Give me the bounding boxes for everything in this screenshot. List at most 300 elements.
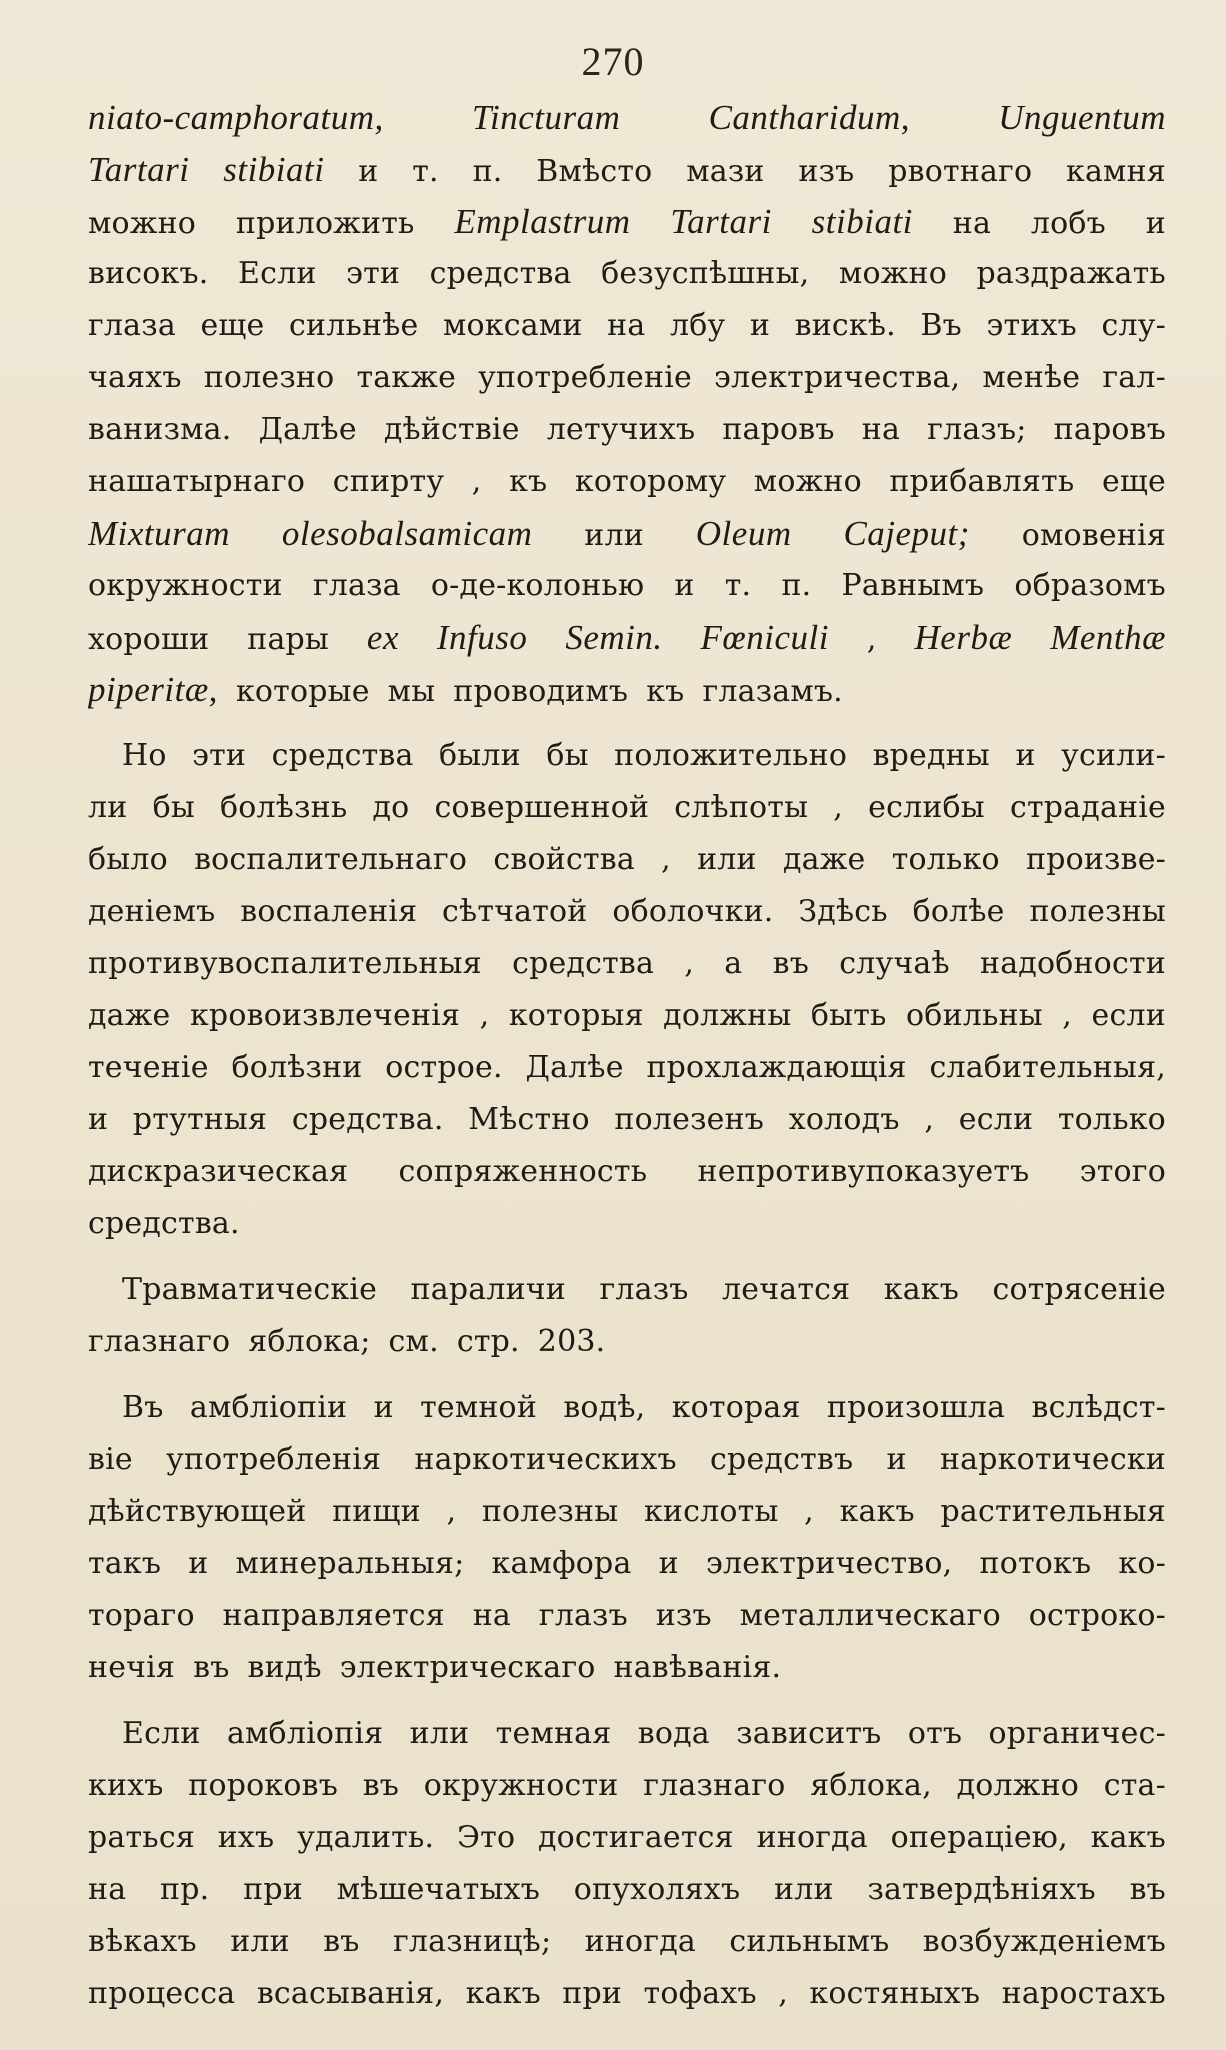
word: кихъ — [88, 1768, 164, 1803]
word: паровъ — [722, 412, 835, 447]
word: ко- — [1118, 1546, 1166, 1581]
text-line — [88, 1382, 1166, 1434]
text-line — [88, 730, 1166, 782]
word: и — [358, 154, 379, 189]
word: такъ — [88, 1546, 162, 1581]
word: навѣванія. — [613, 1650, 782, 1685]
word: ста- — [1103, 1768, 1166, 1803]
word: глазъ — [599, 1272, 689, 1307]
word: достигается — [537, 1820, 734, 1855]
text-line — [88, 1316, 1166, 1368]
word: всасыванія, — [256, 1976, 445, 2011]
word: болѣзни — [231, 1050, 363, 1085]
word: т. — [412, 154, 439, 189]
word: омовенія — [1021, 518, 1166, 553]
latin-term: Oleum — [695, 514, 792, 553]
word: въ — [362, 1768, 400, 1803]
paragraph — [88, 730, 1166, 1250]
word: Равнымъ — [841, 568, 985, 603]
word: этихъ — [986, 308, 1077, 343]
word: средства — [512, 946, 655, 981]
word: или — [409, 1716, 470, 1751]
text-line — [88, 1264, 1166, 1316]
word: должны — [663, 998, 792, 1033]
word: полезенъ — [614, 1102, 765, 1137]
word: на — [472, 1598, 511, 1633]
word: спирту — [332, 464, 445, 499]
latin-term: Tartari — [670, 202, 772, 241]
paragraph — [88, 1382, 1166, 1694]
text-line — [88, 1708, 1166, 1760]
word: операціею, — [890, 1820, 1068, 1855]
word: параличи — [410, 1272, 566, 1307]
word: воспалительнаго — [194, 842, 468, 877]
word: глазницѣ; — [392, 1924, 552, 1959]
word: Далѣе — [525, 1050, 624, 1085]
word: бы — [546, 738, 589, 773]
word: глазнаго — [643, 1768, 786, 1803]
word: еще — [1101, 464, 1166, 499]
word: пороковъ — [188, 1768, 338, 1803]
word: остроко- — [1028, 1598, 1166, 1633]
word: ли — [88, 790, 128, 825]
word: глазамъ. — [702, 674, 843, 709]
word: средства — [271, 738, 414, 773]
word: до — [372, 790, 410, 825]
word: изъ — [655, 1598, 712, 1633]
latin-term: Emplastrum — [454, 202, 631, 241]
word: полезны — [481, 1494, 619, 1529]
word: если — [958, 1102, 1034, 1137]
word: и — [1015, 738, 1036, 773]
text-line — [88, 560, 1166, 612]
word: и — [373, 1390, 394, 1425]
word: было — [88, 842, 168, 877]
word: окружности — [88, 568, 283, 603]
word: должно — [956, 1768, 1080, 1803]
word: окружности — [423, 1768, 619, 1803]
word: Далѣе — [258, 412, 357, 447]
word: можно — [88, 206, 197, 241]
word: , — [924, 1102, 935, 1137]
word: полезно — [203, 360, 335, 395]
word: , — [1062, 998, 1073, 1033]
text-line — [88, 300, 1166, 352]
word: моксами — [443, 308, 583, 343]
word: см. — [388, 1324, 439, 1359]
word: какъ — [839, 1494, 915, 1529]
word: средства — [429, 256, 572, 291]
word: п. — [781, 568, 812, 603]
word: или — [697, 842, 757, 877]
word: непротивупоказуетъ — [697, 1154, 1030, 1189]
word: нечія — [88, 1650, 176, 1685]
word: средствъ — [710, 1442, 854, 1477]
text-line — [88, 1094, 1166, 1146]
word: иногда — [756, 1820, 868, 1855]
word: пары — [247, 622, 330, 657]
word: полезны — [1029, 894, 1166, 929]
word: темной — [420, 1390, 538, 1425]
text-line — [88, 664, 1166, 716]
word: средства. — [291, 1102, 444, 1137]
word: къ — [646, 674, 685, 709]
word: затвердѣніяхъ — [867, 1872, 1096, 1907]
word: направляется — [222, 1598, 445, 1633]
word: свойства — [493, 842, 635, 877]
word: произошла — [826, 1390, 1006, 1425]
latin-term: niato-camphoratum, — [88, 98, 384, 137]
word: если — [1091, 998, 1166, 1033]
word: средства. — [88, 1206, 240, 1241]
latin-term: Cantharidum, — [708, 98, 911, 137]
word: и — [88, 1102, 109, 1137]
latin-term: stibiati — [811, 202, 913, 241]
word: дѣйствіе — [383, 412, 520, 447]
word: употребленіе — [478, 360, 692, 395]
word: , — [479, 998, 490, 1033]
text-line — [88, 1042, 1166, 1094]
word: какъ — [883, 1272, 960, 1307]
word: Это — [457, 1820, 516, 1855]
word: образомъ — [1014, 568, 1166, 603]
word: удалить. — [297, 1820, 435, 1855]
word: рвотнаго — [888, 154, 1033, 189]
word: амбліопіи — [189, 1390, 348, 1425]
latin-term: Unguentum — [998, 98, 1166, 137]
text-line — [88, 1486, 1166, 1538]
word: раться — [88, 1820, 195, 1855]
word: минеральныя; — [235, 1546, 465, 1581]
word: Если — [238, 256, 317, 291]
word: и — [1145, 206, 1166, 241]
word: можно — [753, 464, 862, 499]
text-line — [88, 990, 1166, 1042]
text-line — [88, 834, 1166, 886]
word: отъ — [907, 1716, 963, 1751]
latin-term: Tartari — [88, 150, 190, 189]
word: менѣе — [982, 360, 1081, 395]
word: слу- — [1101, 308, 1166, 343]
word: тофахъ — [643, 1976, 757, 2011]
word: электричество, — [705, 1546, 953, 1581]
word: этого — [1079, 1154, 1166, 1189]
word: можно — [838, 256, 947, 291]
word: лобъ — [1030, 206, 1106, 241]
word: лечатся — [722, 1272, 851, 1307]
word: вѣкахъ — [88, 1924, 197, 1959]
word: въ — [193, 1650, 230, 1685]
word: только — [891, 842, 1000, 877]
word: безуспѣшны, — [601, 256, 810, 291]
word: сильнымъ — [729, 1924, 890, 1959]
word: стр. — [456, 1324, 520, 1359]
latin-term: Cajeput; — [843, 514, 970, 553]
word: кислоты — [643, 1494, 779, 1529]
word: или — [774, 1872, 834, 1907]
word: чаяхъ — [88, 360, 182, 395]
word: которому — [574, 464, 727, 499]
word: Мѣстно — [468, 1102, 590, 1137]
text-line — [88, 92, 1166, 144]
word: , — [833, 790, 844, 825]
word: которая — [671, 1390, 801, 1425]
word: противувоспалительныя — [88, 946, 482, 981]
word: камфора — [491, 1546, 632, 1581]
word: , — [804, 1494, 814, 1529]
word: металлическаго — [739, 1598, 1001, 1633]
word: болѣе — [912, 894, 1005, 929]
latin-term: Tincturam — [471, 98, 621, 137]
text-line — [88, 1538, 1166, 1590]
word: п. — [472, 154, 503, 189]
word: воспаленія — [240, 894, 418, 929]
word: глаза — [312, 568, 401, 603]
word: и — [886, 1442, 907, 1477]
word: ртутныя — [132, 1102, 268, 1137]
text-line — [88, 1812, 1166, 1864]
word: приложить — [235, 206, 415, 241]
word: наркотическихъ — [414, 1442, 677, 1477]
word: также — [356, 360, 457, 395]
word: , — [446, 1494, 457, 1529]
word: обильны — [906, 998, 1043, 1033]
word: употребленія — [166, 1442, 382, 1477]
word: Вмѣсто — [536, 154, 653, 189]
latin-term: Fœniculi — [700, 618, 829, 657]
word: въ — [323, 1924, 360, 1959]
text-line — [88, 612, 1166, 664]
text-line — [88, 938, 1166, 990]
word: положительно — [614, 738, 848, 773]
word: мази — [686, 154, 765, 189]
word: о-де-колонью — [430, 568, 645, 603]
word: слѣпоты — [674, 790, 809, 825]
word: сотрясеніе — [992, 1272, 1166, 1307]
word: даже — [782, 842, 866, 877]
word: на — [861, 412, 901, 447]
word: т. — [724, 568, 752, 603]
word: которыя — [508, 998, 644, 1033]
word: и — [188, 1546, 209, 1581]
word: еще — [200, 308, 265, 343]
word: оболочки. — [612, 894, 774, 929]
latin-term: piperitæ, — [88, 670, 218, 709]
word: глазъ; — [927, 412, 1027, 447]
word: пищи — [332, 1494, 421, 1529]
word: сильнѣе — [289, 308, 419, 343]
word: и — [674, 568, 695, 603]
text-line — [88, 1864, 1166, 1916]
word: быть — [810, 998, 887, 1033]
word: Здѣсь — [798, 894, 888, 929]
word: изъ — [798, 154, 855, 189]
word: водѣ, — [563, 1390, 646, 1425]
word: , — [471, 464, 482, 499]
paragraph — [88, 1708, 1166, 2020]
word: деніемъ — [88, 894, 216, 929]
word: глаза — [88, 308, 176, 343]
word: , — [661, 842, 671, 877]
word: на — [952, 206, 992, 241]
latin-term: Menthæ — [1050, 618, 1166, 657]
word: , — [778, 1976, 788, 2011]
latin-term: Herbæ — [914, 618, 1013, 657]
word: віе — [88, 1442, 133, 1477]
word: возбужденіемъ — [922, 1924, 1166, 1959]
word: яблока, — [810, 1768, 932, 1803]
word: надобности — [980, 946, 1166, 981]
word: слабительныя, — [929, 1050, 1166, 1085]
word: яблока; — [248, 1324, 371, 1359]
word: на — [607, 308, 646, 343]
word: вода — [637, 1716, 710, 1751]
word: только — [1057, 1102, 1166, 1137]
word: растительныя — [940, 1494, 1166, 1529]
word: или — [230, 1924, 290, 1959]
word: наростахъ — [1001, 1976, 1166, 2011]
word: , — [866, 622, 877, 657]
word: пр. — [160, 1872, 210, 1907]
word: какъ — [465, 1976, 541, 2011]
word: при — [243, 1872, 303, 1907]
word: , — [684, 946, 695, 981]
word: прибавлять — [889, 464, 1075, 499]
word: на — [88, 1872, 127, 1907]
word: эти — [346, 256, 401, 291]
word: были — [439, 738, 521, 773]
word: вслѣдст- — [1031, 1390, 1166, 1425]
word: которые — [235, 674, 370, 709]
word: вискѣ. — [794, 308, 896, 343]
word: амбліопія — [226, 1716, 384, 1751]
latin-term: Mixturam — [88, 514, 231, 553]
word: потокъ — [979, 1546, 1092, 1581]
word: вредны — [872, 738, 990, 773]
text-line — [88, 508, 1166, 560]
word: кровоизвлеченія — [189, 998, 461, 1033]
word: электричества, — [714, 360, 961, 395]
word: страданіе — [1009, 790, 1166, 825]
word: ихъ — [217, 1820, 275, 1855]
word: Если — [122, 1716, 201, 1751]
word: опухоляхъ — [573, 1872, 741, 1907]
word: острое. — [385, 1050, 503, 1085]
word: органичес- — [988, 1716, 1166, 1751]
text-line — [88, 456, 1166, 508]
word: мы — [387, 674, 436, 709]
word: тораго — [88, 1598, 195, 1633]
word: холодъ — [788, 1102, 900, 1137]
text-line — [88, 1198, 1166, 1250]
word: видѣ — [247, 1650, 322, 1685]
word: нашатырнаго — [88, 464, 306, 499]
word: костяныхъ — [809, 1976, 981, 2011]
text-line — [88, 1146, 1166, 1198]
word: а — [724, 946, 743, 981]
text-line — [88, 886, 1166, 938]
word: дискразическая — [88, 1154, 349, 1189]
word: случаѣ — [839, 946, 950, 981]
word: усили- — [1061, 738, 1166, 773]
latin-term: stibiati — [223, 150, 325, 189]
body-text — [88, 92, 1166, 2020]
word: въ — [772, 946, 810, 981]
latin-term: Semin. — [565, 618, 663, 657]
text-line — [88, 1642, 1166, 1694]
text-line — [88, 352, 1166, 404]
text-line — [88, 248, 1166, 300]
word: високъ. — [88, 256, 209, 291]
latin-term: ex — [366, 618, 399, 657]
word: сопряженность — [398, 1154, 648, 1189]
word: 203. — [537, 1324, 606, 1359]
word: Травматическіе — [122, 1272, 378, 1307]
word: гал- — [1102, 360, 1166, 395]
page-number: 270 — [581, 39, 645, 84]
word: паровъ — [1053, 412, 1166, 447]
word: иногда — [584, 1924, 696, 1959]
text-line — [88, 782, 1166, 834]
word: раздражать — [976, 256, 1166, 291]
word: процесса — [88, 1976, 236, 2011]
text-line — [88, 1434, 1166, 1486]
word: и — [749, 308, 771, 343]
paragraph — [88, 1264, 1166, 1368]
word: зависитъ — [736, 1716, 882, 1751]
text-line — [88, 1968, 1166, 2020]
word: къ — [509, 464, 548, 499]
word: хороши — [88, 622, 210, 657]
word: и — [658, 1546, 679, 1581]
word: въ — [1129, 1872, 1166, 1907]
word: мѣшечатыхъ — [336, 1872, 540, 1907]
word: бы — [152, 790, 195, 825]
word: Въ — [122, 1390, 164, 1425]
text-line — [88, 1760, 1166, 1812]
word: произве- — [1026, 842, 1166, 877]
word: Въ — [920, 308, 962, 343]
word: наркотически — [939, 1442, 1166, 1477]
word: эти — [192, 738, 247, 773]
word: Но — [122, 738, 167, 773]
text-line — [88, 196, 1166, 248]
word: темная — [495, 1716, 612, 1751]
text-line — [88, 1916, 1166, 1968]
word: или — [584, 518, 644, 553]
paragraph — [88, 92, 1166, 716]
word: еслибы — [868, 790, 985, 825]
text-line — [88, 144, 1166, 196]
word: электрическаго — [339, 1650, 596, 1685]
word: лбу — [669, 308, 726, 343]
word: теченіе — [88, 1050, 209, 1085]
text-line — [88, 404, 1166, 456]
word: болѣзнь — [220, 790, 348, 825]
word: летучихъ — [546, 412, 696, 447]
word: ванизма. — [88, 412, 232, 447]
word: какъ — [1090, 1820, 1166, 1855]
word: прохлаждающія — [646, 1050, 907, 1085]
word: камня — [1066, 154, 1166, 189]
word: даже — [88, 998, 171, 1033]
text-line — [88, 1590, 1166, 1642]
latin-term: olesobalsamicam — [281, 514, 533, 553]
word: проводимъ — [453, 674, 629, 709]
latin-term: Infuso — [436, 618, 528, 657]
word: совершенной — [434, 790, 650, 825]
word: сѣтчатой — [442, 894, 588, 929]
